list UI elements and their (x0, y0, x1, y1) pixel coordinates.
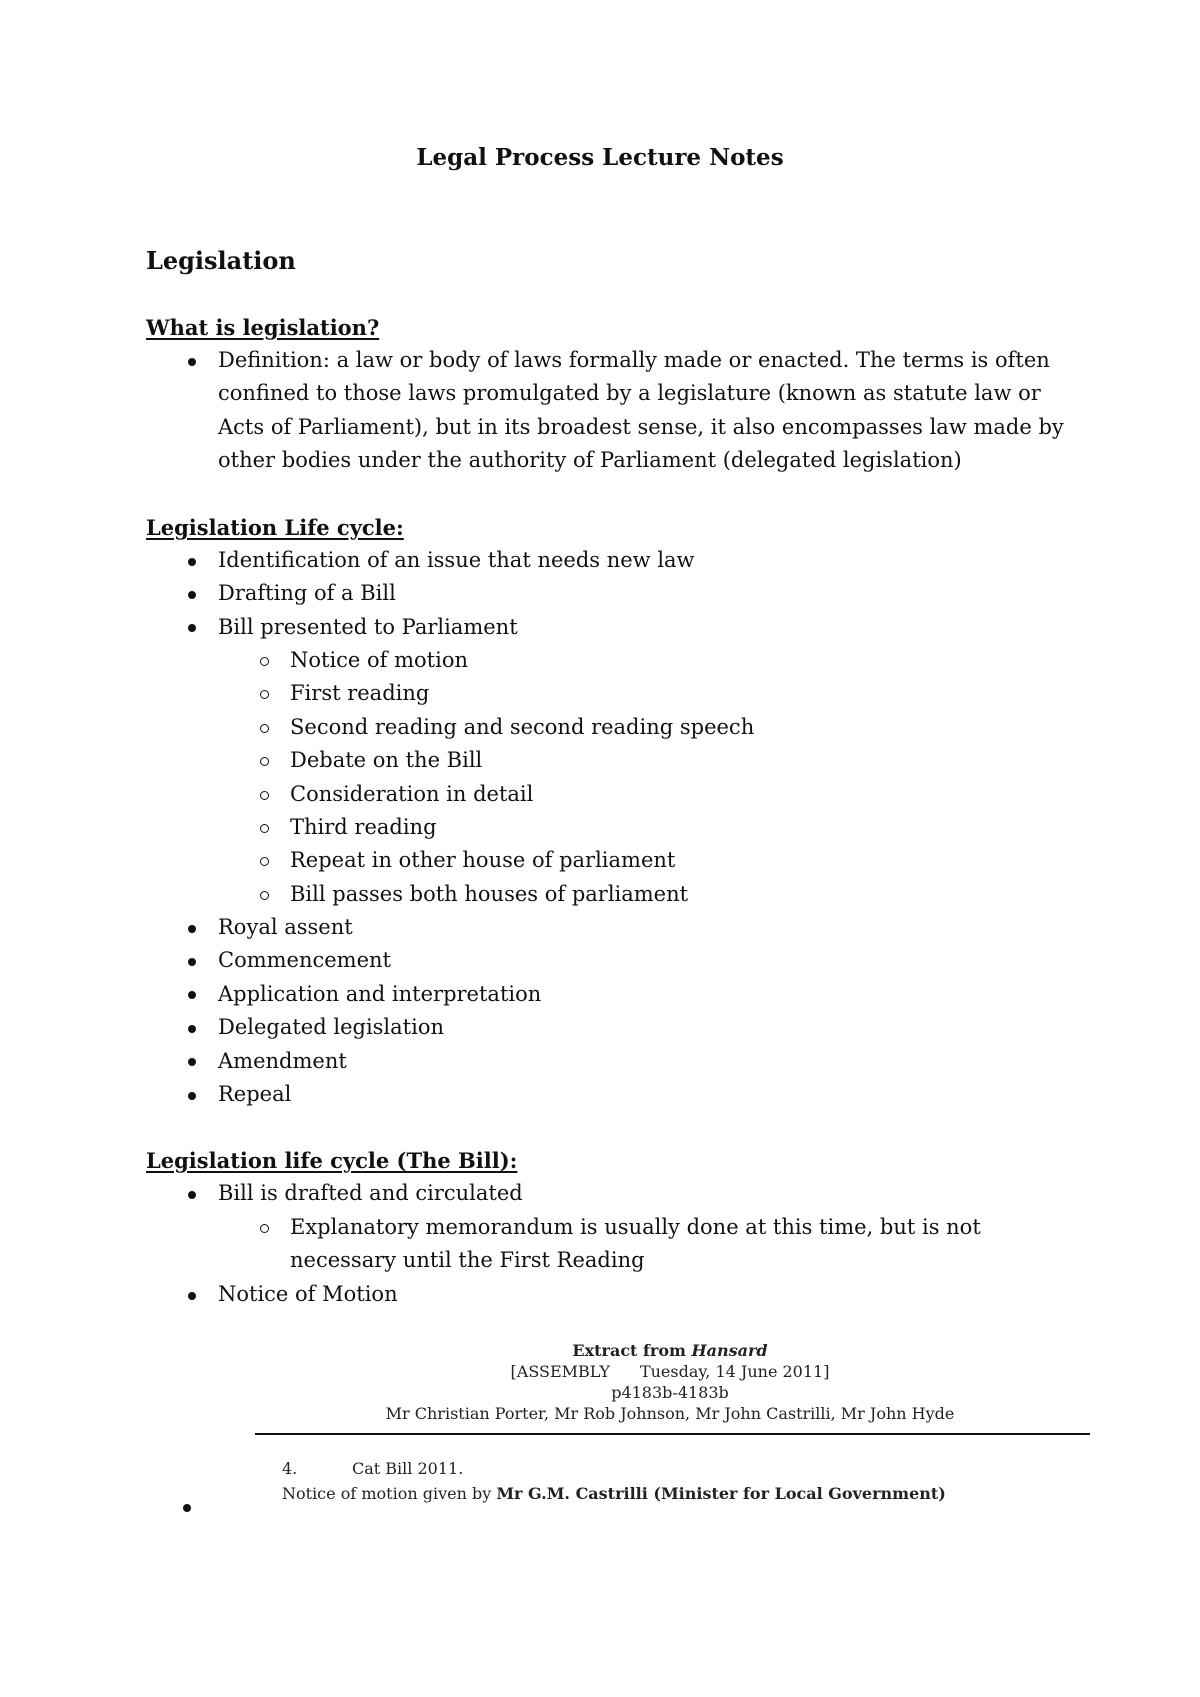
sub-list-item-text: Bill passes both houses of parliament (290, 881, 689, 906)
sub-list-item (218, 644, 1068, 677)
list-item (146, 1177, 1066, 1210)
extract-divider (255, 1433, 1090, 1435)
circle-bullet-icon (254, 1211, 274, 1244)
sub-list-item (218, 878, 1068, 911)
list-item-text: Commencement (218, 948, 391, 973)
list-item-text: Application and interpretation (218, 981, 542, 1006)
bullet-icon (182, 344, 202, 377)
sub-list-item (218, 744, 1068, 777)
document-title: Legal Process Lecture Notes (416, 144, 784, 171)
hansard-extract-image (250, 1340, 1090, 1520)
bullet-icon (182, 911, 202, 944)
list-item-text: Notice of Motion (218, 1282, 398, 1306)
sub-list-item-text: Repeat in other house of parliament (290, 848, 676, 873)
bullet-icon (183, 1504, 191, 1512)
list-item-text: Bill is drafted and circulated (218, 1181, 523, 1205)
list-item-text: Identification of an issue that needs new law (218, 548, 695, 572)
list-item (146, 978, 1066, 1011)
sub-list-item-text: Third reading (290, 815, 437, 840)
list-item-text: Repeal (218, 1082, 292, 1107)
extract-page-ref: p4183b-4183b (611, 1383, 729, 1402)
subheading-what-is-legislation: What is legislation? (146, 315, 380, 340)
bullet-icon (182, 1177, 202, 1210)
list-item (146, 544, 1066, 577)
sub-list-item-text: Second reading and second reading speech (290, 714, 755, 739)
definition-list (146, 344, 1066, 478)
list-item (146, 1045, 1066, 1078)
circle-bullet-icon (254, 844, 274, 877)
list-item-text: Bill presented to Parliament (218, 614, 518, 639)
list-item-text: Delegated legislation (218, 1015, 444, 1040)
circle-bullet-icon (254, 744, 274, 777)
bullet-icon (182, 611, 202, 644)
circle-bullet-icon (254, 677, 274, 710)
life-cycle-list (146, 544, 1066, 644)
definition-text: Definition: a law or body of laws formally made or enacted. The terms is often confined to those laws promulgated by a legislature (known as statute law or Acts of Parliament), but in its broadest sense, it also encompasses law made by other bodies under the authority of Parliament (delegated legislation) (218, 348, 1064, 473)
list-item (146, 944, 1066, 977)
circle-bullet-icon (254, 811, 274, 844)
bill-cycle-sub-list (218, 1211, 1068, 1278)
sub-list-item-text: Notice of motion (290, 648, 469, 672)
list-item (146, 911, 1066, 944)
list-item (146, 344, 1066, 478)
sub-list-item (218, 1211, 1068, 1278)
list-item-text: Drafting of a Bill (218, 581, 396, 606)
extract-assembly-line: [ASSEMBLY Tuesday, 14 June 2011] (510, 1362, 830, 1381)
circle-bullet-icon (254, 878, 274, 911)
extract-notice: Notice of motion given by Mr G.M. Castrilli (Minister for Local Government) (282, 1484, 946, 1503)
bullet-icon (182, 1011, 202, 1044)
list-item (146, 1011, 1066, 1044)
circle-bullet-icon (254, 778, 274, 811)
sub-list-item-text: Debate on the Bill (290, 748, 483, 773)
subheading-bill-cycle: Legislation life cycle (The Bill): (146, 1148, 518, 1173)
section-heading-legislation: Legislation (146, 246, 296, 275)
sub-list-item (218, 677, 1068, 710)
bullet-icon (182, 577, 202, 610)
bullet-icon (182, 1078, 202, 1111)
list-item-text: Amendment (218, 1048, 347, 1073)
subheading-life-cycle: Legislation Life cycle: (146, 515, 404, 540)
bill-cycle-list-continued (146, 1278, 1066, 1311)
bullet-icon (182, 978, 202, 1011)
sub-list-item (218, 844, 1068, 877)
sub-list-item-text: First reading (290, 681, 430, 706)
list-item (146, 577, 1066, 610)
bill-cycle-list (146, 1177, 1066, 1210)
list-item (146, 1278, 1066, 1311)
extract-item: 4. Cat Bill 2011. (282, 1459, 464, 1478)
bullet-icon (182, 1278, 202, 1311)
circle-bullet-icon (254, 644, 274, 677)
extract-members: Mr Christian Porter, Mr Rob Johnson, Mr John Castrilli, Mr John Hyde (385, 1404, 955, 1423)
sub-list-item-text: Explanatory memorandum is usually done at this time, but is not necessary until the First Reading (290, 1215, 981, 1273)
sub-list-item (218, 778, 1068, 811)
list-item-text: Royal assent (218, 915, 353, 939)
sub-list-item-text: Consideration in detail (290, 781, 534, 806)
bullet-icon (182, 1045, 202, 1078)
extract-title: Extract from Hansard (572, 1341, 768, 1360)
sub-list-item (218, 811, 1068, 844)
list-item (146, 1078, 1066, 1111)
bullet-icon (182, 544, 202, 577)
sub-list-item (218, 711, 1068, 744)
life-cycle-list-continued (146, 911, 1066, 1111)
circle-bullet-icon (254, 711, 274, 744)
list-item (146, 611, 1066, 644)
parliament-steps-list (218, 644, 1068, 911)
bullet-icon (182, 944, 202, 977)
